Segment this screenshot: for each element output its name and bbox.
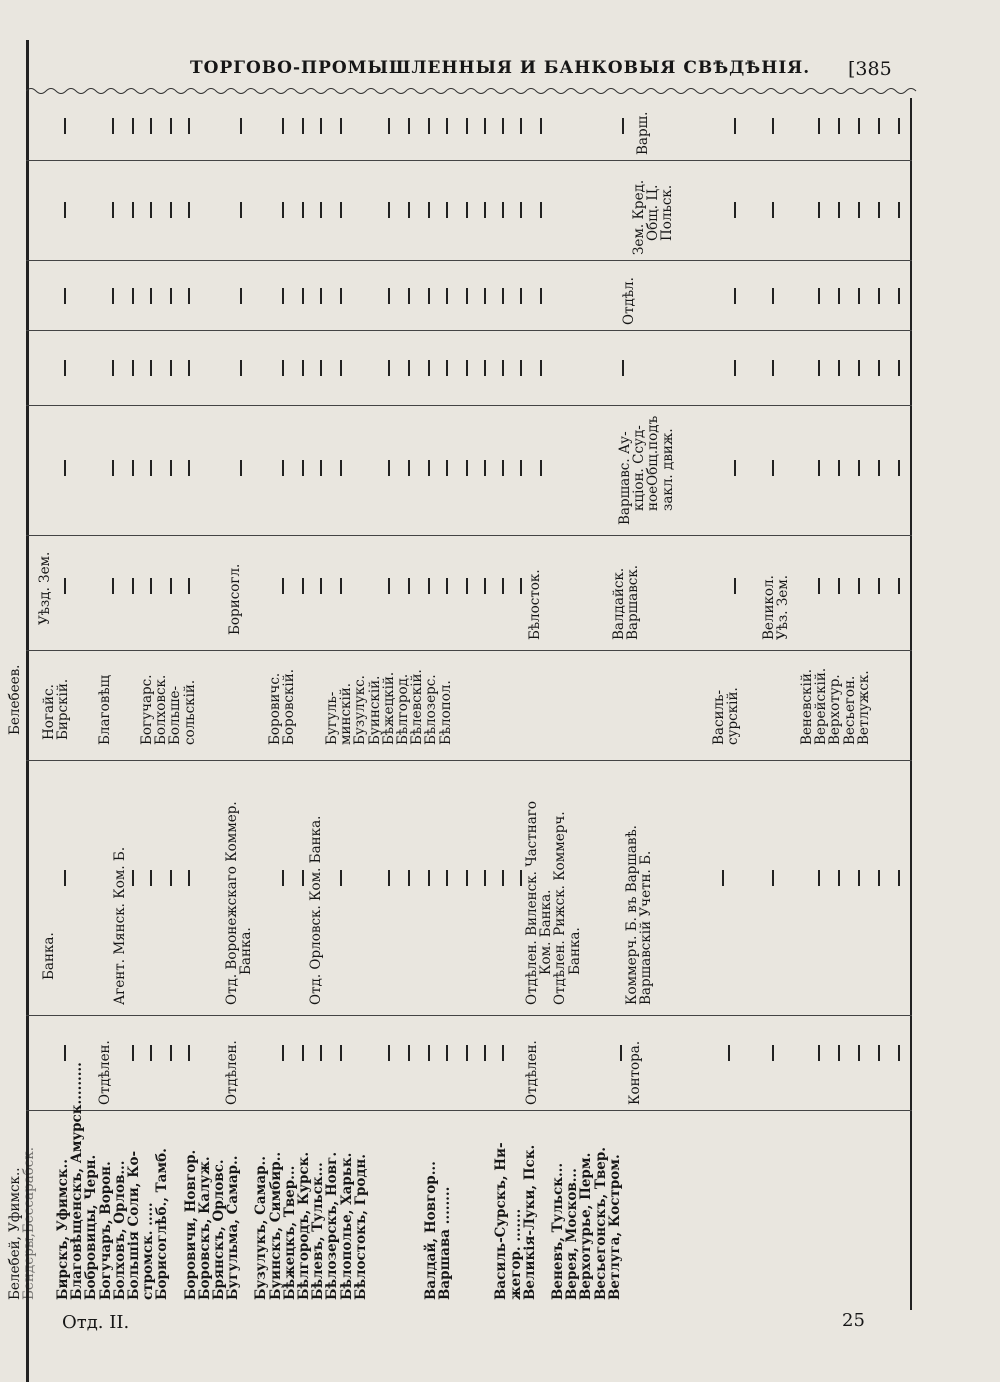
private-bank-entry: Агент. Мянск. Ком. Б.: [112, 846, 128, 1005]
list-item: Веневъ, Тульск...: [550, 1162, 567, 1300]
list-item: Болховъ, Орлов...: [111, 1160, 128, 1300]
noble-bank-entries: Ногайс. Бирскій.: [41, 678, 72, 740]
zemstvo-bank-entries: Валдайск. Варшавск.: [611, 564, 642, 640]
noble-bank-entry: Благовѣщ: [97, 674, 113, 745]
sheet-number: 25: [842, 1310, 865, 1331]
table-border-right: [910, 98, 912, 1310]
column-divider: [26, 650, 912, 651]
noble-bank-entries: Василь- сурскій.: [711, 687, 742, 745]
col7-entry: Зем. Кред. Общ. Ц. Польск.: [631, 179, 676, 255]
list-item: Верея, Москов...: [564, 1168, 581, 1300]
col6-entry: Отдѣл.: [621, 277, 637, 325]
noble-bank-entries: Бугуль- минскій. Бузулукс. Буинскій. Бѣжецкій. Бѣлгород. Бѣлевскій. Бѣлозерс. Бѣлопол.: [324, 669, 454, 745]
list-item: Бузулукъ, Самар..: [253, 1156, 270, 1300]
top-row-noble: Белебеев.: [7, 664, 23, 735]
list-item: Бѣлевъ, Тульск...: [310, 1162, 327, 1300]
list-item: Бѣлгородъ, Курск.: [296, 1151, 313, 1300]
list-item: Верхотурье, Перм.: [578, 1152, 595, 1300]
top-row-towns: Белебей, Уфимск.. Бендеры,Бессарабск.: [7, 1146, 38, 1300]
list-item: Бирскъ, Уфимск..: [55, 1159, 71, 1300]
column-divider: [26, 760, 912, 761]
section-label: Отд. II.: [62, 1312, 130, 1333]
column-divider: [26, 405, 912, 406]
list-item: Бобровицы, Черн.: [83, 1154, 100, 1300]
column-divider: [26, 535, 912, 536]
state-bank-entry: Отдѣлен.: [224, 1040, 240, 1105]
list-item: Бѣлополье, Харьк.: [338, 1152, 355, 1300]
list-item: Ветлуга, Костром.: [606, 1154, 623, 1300]
list-item: Варшава ........: [437, 1186, 454, 1300]
private-bank-entry: Коммерч. Б. въ Варшавѣ. Варшавскій Учетн. Б.: [624, 825, 655, 1005]
top-row-banks: Банка.: [41, 932, 57, 980]
state-bank-entry: Отдѣлен.: [97, 1040, 113, 1105]
list-item: Великія-Луки, Пск.: [521, 1144, 538, 1300]
list-item: Борисоглѣб., Тамб.: [154, 1148, 171, 1300]
column-divider: [26, 330, 912, 331]
top-row-zemstvo: Уѣзд. Зем.: [37, 551, 53, 625]
state-bank-entry: Отдѣлен.: [524, 1040, 540, 1105]
credit-society-entry: Варшавс. Ау- кціон. Ссуд- ноеОбщ.подъ закл. движ.: [617, 415, 676, 525]
list-item: стромск. .....: [140, 1202, 157, 1300]
list-item: Бѣлостокъ, Гродн.: [352, 1154, 369, 1300]
list-item: Благовѣщенскъ, Амурск.........: [69, 1062, 86, 1300]
list-item: Валдай, Новгор...: [423, 1161, 440, 1300]
zemstvo-bank-entries: Великол. Уѣз. Зем.: [761, 574, 792, 640]
list-item: Бѣжецкъ, Твер...: [281, 1165, 298, 1300]
column-divider: [26, 160, 912, 161]
list-item: Богучаръ, Ворон.: [97, 1161, 114, 1300]
state-bank-entry: Контора.: [627, 1040, 643, 1105]
noble-bank-entries: Богучарс. Болховск. Больше- сольскій.: [139, 674, 198, 745]
col8-entry: Варш.: [635, 111, 651, 155]
list-item: Бугульма, Самар..: [225, 1155, 242, 1300]
private-bank-entry: Отдѣлен. Виленск. Частнаго Ком. Банка. Отдѣлен. Рижск. Коммерч. Банка.: [524, 801, 583, 1005]
list-item: Бѣлозерскъ, Новг.: [324, 1151, 341, 1300]
noble-bank-entries: Боровичс. Боровскій.: [267, 668, 298, 745]
list-item: жегор. .......: [507, 1208, 524, 1300]
list-item: Буинскъ, Симбир..: [267, 1151, 284, 1300]
zemstvo-bank-entry: Борисогл.: [227, 563, 243, 635]
list-item: Брянскъ, Орловс.: [211, 1159, 228, 1300]
list-item: Боровичи, Новгор.: [182, 1149, 199, 1300]
column-divider: [26, 260, 912, 261]
list-item: Большія Соли, Ко-: [126, 1150, 143, 1300]
zemstvo-bank-entry: Бѣлосток.: [527, 569, 543, 640]
list-item: Весьегонскъ, Твер.: [592, 1146, 609, 1300]
header-wavy-rule: [26, 86, 926, 96]
page-number: [385: [848, 58, 892, 80]
page-title: ТОРГОВО-ПРОМЫШЛЕННЫЯ И БАНКОВЫЯ СВѢДѢНІЯ.: [190, 58, 811, 78]
private-bank-entry: Отд. Орловск. Ком. Банка.: [308, 815, 324, 1005]
private-bank-entry: Отд. Воронежскаго Коммер. Банка.: [224, 801, 255, 1005]
list-item: Боровскъ, Калуж.: [196, 1156, 213, 1300]
noble-bank-entries: Веневскій. Верейскій. Верхотур. Весьегон. Ветлужск.: [799, 667, 872, 745]
column-divider: [26, 1015, 912, 1016]
list-item: Василь-Сурскъ, Ни-: [493, 1142, 510, 1300]
